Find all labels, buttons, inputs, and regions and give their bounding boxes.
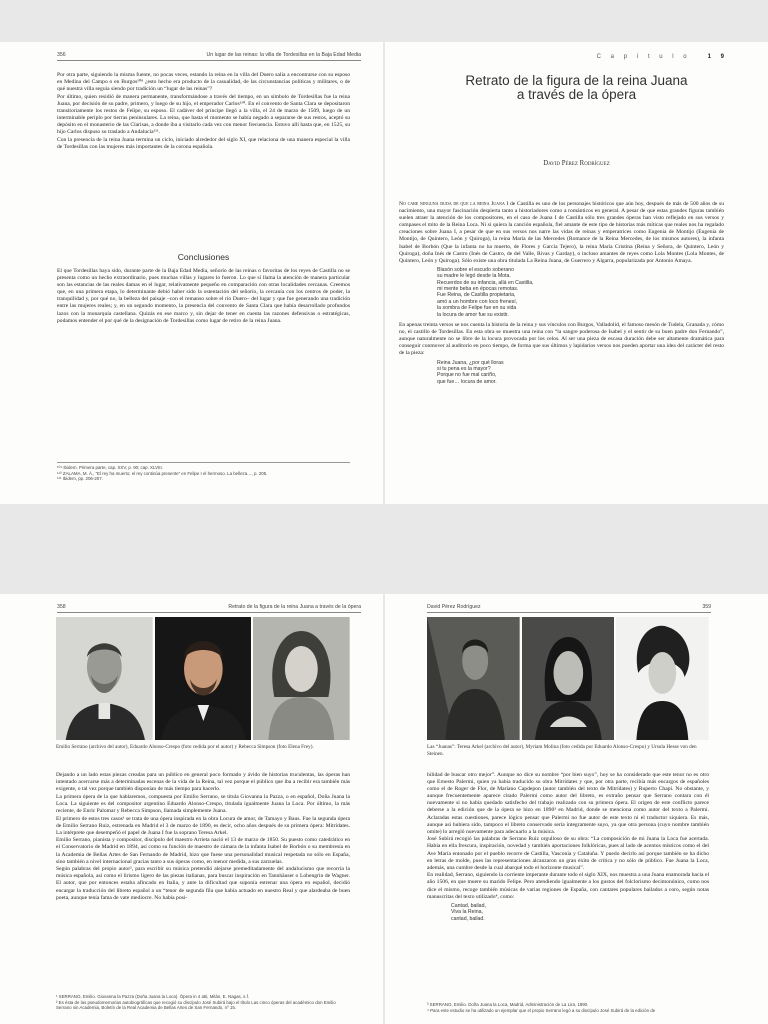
photo-strip xyxy=(56,617,350,740)
footnote: ¹¹⁰ ZALAMA, M. Á., “El rey ha muerto; el rey continúa presente” en Felipe I el hermoso. La belleza…, p. 205. xyxy=(57,470,268,476)
footnote: ² Es ésta de las pseudomemorias autobiográficas que recogió su discípulo José Subirá bajo el título Las cinco óperas del académico don Emilio Serrano sin Academia, Boletín de la Real Academia de Bellas Artes de San Fernando, nº 15. xyxy=(56,999,336,1011)
verse-block xyxy=(399,267,724,318)
photo-eduardo-alonso-crespo xyxy=(155,617,252,740)
chapter-title xyxy=(425,74,728,101)
paragraph: En apenas treinta versos se nos cuenta la historia de la reina y sus vínculos con Burgos, Valladolid, el famoso mesón de Tudela, Granada y, cómo no, el castillo de Tordesillas. En esta obra se muestra una reina con “la sangre poderosa de Isabel y el sentir de su buen padre don Fernando”, aunque naturalmente no se libre de la locura provocada por los celos. Al ser una pieza de escasa duración debe ser altamente dramática para conseguir conmover al auditorio en poco tiempo, de forma que sus últimos y lapidarios versos nos pueden aportar una idea del carácter del resto de la pieza: xyxy=(399,322,724,357)
paragraph: Según palabras del propio autor², para escribir su música pretendió alejarse premeditadamente del andalucismo que recorría la música española, así como el lirismo ligero de las piezas italianas, para buscar inspiración en Tannhäuser o Lohengrin de Wagner. El autor, que por entonces estaba afincado en Italia, y ante la dificultad que suponía estrenar una ópera en español, decidió encargar la traducción del libreto español a un “tenor de segunda fila que había actuado en nuestro Real y que alardeaba de buen poeta, aunque tenía fama de vate mediocre. No había posi- xyxy=(56,866,350,901)
page-number: 358 xyxy=(57,604,66,610)
verse-line: Porque no fue mal cariño, xyxy=(437,372,497,379)
photo-emilio-serrano xyxy=(56,617,153,740)
page-number: 359 xyxy=(702,604,711,610)
running-title: David Pérez Rodríguez xyxy=(427,604,481,610)
paragraph: En realidad, Serrano, siguiendo la corriente imperante durante todo el siglo XIX, nos muestra a una Juana enamorada hacia el año 1506, en que muere su marido Felipe. Pero atendiendo igualmente a los gustos del folclorismo decimonónico, como nos dice el mismo, recoge también músicas de varias regiones de España, con cantares populares bailados a coro, según notas manuscritas del texto utilizado⁴, como: xyxy=(427,872,709,900)
paragraph: Con la presencia de la reina Juana termina un ciclo, iniciado alrededor del siglo XI, que relaciona de una manera especial la villa de Tordesillas con las mujeres más importantes de la corona española. xyxy=(57,136,350,150)
paragraph: José Subirá recogió las palabras de Serrano Ruiz orgulloso de su obra: “La composición de mi Juana la Loca fue acertada. Había en ella frescura, inspiración, novedad y también aportaciones folklóricas, pues al lado de acentos místicos como el del Ave María entonado por el pueblo recorre de Castilla, Vasconia y Cataluña. Y puedo decirlo así porque también se ha dicho en letras de molde, pues las representaciones alcanzaron un gran éxito de crítica y no sólo de público. Fue Juana la Loca, además, una cumbre desde la cual abarqué todo el horizonte musical”. xyxy=(427,836,709,871)
footnotes xyxy=(427,1002,709,1013)
paragraph: bilidad de buscar otro mejor”. Aunque no dice su nombre “por bien suyo”, hoy se ha considerado que este tenor no es otro que Ernesto Palermi, quien ya había traducido su obra Mitrídates y que, por otra parte, recibía más encargos de españoles como el de Roger de Flor, de Mariano Capdepon (autor también del texto de Mitrídates) y Ruperto Chapí. No obstante, y aunque frecuentemente aparece citado Palermi como autor del libreto, es extraño pensar que Serrano contara con él nuevamente si no había quedado satisfecho del trabajo realizado con su primera ópera. El origen de este conflicto parece deberse a la edición que de la ópera se hizo en 1890³ en Madrid, donde se menciona como autor del texto a Palermi. Aclaradas estas cuestiones, parece lógico pensar que Palermi no fue autor de este texto ni el traductor siquiera. Es más, aunque así hubiera sido, tampoco el libreto conservado sería íntegramente suyo, ya que otra persona (cuyo nombre también omite) lo arregló nuevamente para adecuarlo a la música. xyxy=(427,772,709,835)
section-heading: Conclusiones xyxy=(177,252,230,262)
chapter-number: 1 9 xyxy=(707,54,728,60)
photo-teresa-arkel xyxy=(427,617,520,740)
verse-block xyxy=(399,360,724,386)
running-title: Un lugar de las reinas: la villa de Tordesillas en la Baja Edad Media xyxy=(206,52,361,58)
running-header xyxy=(57,52,361,61)
verse-line: amó a un hombre con loco frenesí, xyxy=(437,298,518,305)
verse-line: si tu pena es la mayor? xyxy=(437,365,491,372)
verse-line: Cantad, bailad, xyxy=(451,902,486,909)
body-text xyxy=(56,772,350,902)
verse-line: mi mente beba en épocas remotas. xyxy=(437,286,519,293)
body-text xyxy=(427,772,709,922)
page-358 xyxy=(0,594,383,1024)
chapter-title-line: a través de la ópera xyxy=(516,86,637,102)
verse-line: que fue… locura de amor. xyxy=(437,378,497,385)
photo-rebecca-simpson xyxy=(253,617,350,740)
paragraph-text: I de Castilla es uno de los personajes históricos que aún hoy, después de más de 500 años de su nacimiento, una mayor fascinación despierta tanto a historiadores como a románticos en general. A pesar de que estas grandes figuras también suelen atraer la atención de los compositores, en el caso de Juana I de Castilla sólo tres grandes óperas han visto reflejado en sus versos y compases el mito de la Reina Loca. Ni si quiera la canción española, fiel amante de este tipo de historias más míticas que reales nos ha regalado creaciones sobre Juana I, a pesar de que en sus versos nos narre las vidas de reinas y emperatrices como Eugenia de Montijo (Eugenia de Montijo, de Quintero, León y Quiroga), la reina María de las Mercedes (Romance de la Reina Mercedes, de los mismos autores), la infanta Isabel de Borbón (Que la infanta no ha muerto, de Flores y García Tejero), la reina María Cristina (Reina y Señora, de Quintero, León y Quiroga), doña Inés de Castro (Inés de Castro, de del Valle, Rivas y Garday), o incluso amantes de reyes como Lola Montes (Lola Montes, de Quintero, León y Quiroga). Sólo existe una obra titulada La Reina Juana, de Guerrero y Algarra, popularizada por Antonio Amaya. xyxy=(399,201,724,264)
page-357-chapter xyxy=(385,42,768,504)
footnotes xyxy=(56,994,350,1011)
chapter-word: C a p í t u l o xyxy=(596,54,691,60)
verse-line: Recuerdos de su infancia, allá en Castilla, xyxy=(437,279,534,286)
footnote: ⁴ Para este estudio se ha utilizado un ejemplar que el propio Serrano legó a su discípulo José Subirá de la edición de xyxy=(427,1007,656,1013)
paragraph xyxy=(399,201,724,265)
photo-ursula-hesse xyxy=(616,617,709,740)
paragraph: Por último, quien residió de manera permanente, transformándose a través del tiempo, en un símbolo de Tordesillas fue la reina Juana, por decisión de su padre, primero, y luego de su hijo, el emperador Carlos¹¹⁰. En el convento de Santa Clara se depositaron transitoriamente los restos de Felipe, su esposo. El cadáver del príncipe llegó a la villa, el 24 de marzo de 1509, luego de un interminable periplo por tierras peninsulares. La reina, que hasta el momento se había negado a separarse de sus restos, aceptó su depósito en el monasterio de las Clarisas, a donde iba a visitarlo cada vez con menor frecuencia. Estuvo allí hasta que, en 1525, su hijo Carlos dispuso su traslado a Andalucía¹¹¹. xyxy=(57,93,350,136)
verse-line: Viva la Reina, xyxy=(451,909,483,916)
footnote: ¹⁰⁹ Ibidem. Primera parte, cap. XXV, p. 90; cap. XLVIII. xyxy=(57,465,163,470)
footnote: ¹ SERRANO, Emilio. Giovanna la Pazza (Doña Juana la Loca). Ópera in 4 atti, Milán, E. Nagas, s.f. xyxy=(56,994,250,999)
verse-line: Reina Juana, ¿por qué lloras xyxy=(437,359,504,366)
photo-caption: Emilio Serrano (archivo del autor), Eduardo Alonso-Crespo (foto cedida por el autor) y Rebecca Simpson (foto Elena Frey). xyxy=(56,744,314,750)
paragraph: Emilio Serrano, pianista y compositor, discípulo del maestro Arrieta nació el 13 de marzo de 1850. Su puesto como catedrático en el Conservatorio de Madrid en 1894, así como su función de maestro de cámara de la infanta Isabel de Borbón o su membresía en la Academia de Bellas Artes de San Fernando de Madrid, hizo que fuese una personalidad musical respetada no sólo en España, sino también a nivel internacional gracias tanto a sus óperas como, en menor medida, a sus zarzuelas. xyxy=(56,837,350,865)
lead-in-smallcaps: No cabe ninguna duda de que la reina Juana xyxy=(399,201,505,207)
paragraph: El que Tordesillas haya sido, durante parte de la Baja Edad Media, señorío de las reinas o favoritas de los reyes de Castilla no se presenta como un hecho extraordinario, pues muchas villas y lugares lo fueron. Lo que sí llama la atención de manera particular son las estancias de las reales damas en el lugar, relativamente pequeño en comparación con otras localidades cercanas. Creemos que, en una primera etapa, lo determinante debió haber sido la ostentación del señorío, la cercanía con los centros de poder, la tranquilidad y, por qué no, la belleza del paisaje –con el remanso sobre el río Duero– del lugar y que fue generando una tradición entre las mujeres reales; y, en un segundo momento, la presencia del convento de Santa Clara que había desarrollado profundos lazos con la monarquía castellana. Quizás en ese marco y, sin dejar de tener en cuenta las razones defensivas o estratégicas, podamos entender el por qué de la designación de Tordesillas como lugar de retiro de la reina Juana. xyxy=(57,268,350,324)
page-356 xyxy=(0,42,383,504)
paragraph: El primero de estos tres casos¹ se trata de una ópera inspirada en la obra Locura de amor, de Tamayo y Baus. Fue la segunda ópera de Emilio Serrano Ruiz, estrenada en Madrid el 3 de marzo de 1890, es decir, ocho años después de su primera ópera: Mitrídates. La intérprete que desempeñó el papel de Juana I fue la soprano Teresa Arkel. xyxy=(56,815,350,836)
footnote: ¹¹¹ Ibidem, pp. 206-207. xyxy=(57,476,103,482)
chapter-title-line: Retrato de la figura de la reina Juana xyxy=(465,73,688,88)
chapter-label xyxy=(510,54,728,60)
photo-myriam-molina xyxy=(522,617,615,740)
body-text xyxy=(57,72,350,152)
photo-strip xyxy=(427,617,709,740)
paragraph: La primera ópera de la que hablaremos, compuesta por Emilio Serrano, se titula Giovanna la Pazza, o en español, Doña Juana la Loca. La siguiente es del compositor argentino Eduardo Alonso-Crespo, titulada igualmente Juana la Loca. Por último, la más reciente, de Enric Palomar y Rebecca Simpson, llamada simplemente Juana. xyxy=(56,793,350,814)
footnotes xyxy=(57,462,350,482)
verse-line: Fue Reina, de Castilla propietaria, xyxy=(437,292,516,299)
page-number: 356 xyxy=(57,52,66,58)
body-text xyxy=(57,268,350,325)
running-header xyxy=(427,604,711,613)
author-name: David Pérez Rodríguez xyxy=(543,160,610,167)
running-title: Retrato de la figura de la reina Juana a través de la ópera xyxy=(228,604,361,610)
verse-block xyxy=(427,903,709,922)
verse-line: la locura de amor fue su existir. xyxy=(437,311,509,318)
body-text xyxy=(399,201,724,385)
page-359 xyxy=(385,594,768,1024)
verse-line: la sombra de Felipe fue en su vida xyxy=(437,305,517,312)
paragraph: Dejando a un lado estas piezas creadas para un público en general poco formado y ávido de historias truculentas, las óperas han intentado acercarse más a determinadas escenas de la vida de la Reina, tal vez porque el público que iba a recibir era también más exigente, o tal vez porque también disponían de más tiempo para hacerlo. xyxy=(56,772,350,793)
verse-line: su madre le legó desde la Mota. xyxy=(437,273,511,280)
running-header xyxy=(57,604,361,613)
paragraph: Por otra parte, siguiendo la misma fuente, no pocas veces, estando la reina en la villa del Duero salía a encontrarse con su esposo en Medina del Campo o en Burgos¹⁰⁸ ¿esto hecho era producto de la casualidad, de las circunstancias políticas y militares, o de qué nuestra villa seguía siendo por tradición un “lugar de las reinas”? xyxy=(57,72,350,93)
verse-line: cantad, bailad. xyxy=(451,915,485,922)
photo-caption: Las “Juanas”: Teresa Arkel (archivo del autor), Myriam Molina (foto cedida por Eduardo Alonso-Crespo) y Ursula Hesse von den Steinen. xyxy=(427,744,697,757)
footnote: ³ SERRANO, Emilio. Doña Juana la Loca, Madrid, Administración de La Lira, 1890. xyxy=(427,1002,589,1007)
verse-line: Blasón sobre el escudo soberano xyxy=(437,266,514,273)
